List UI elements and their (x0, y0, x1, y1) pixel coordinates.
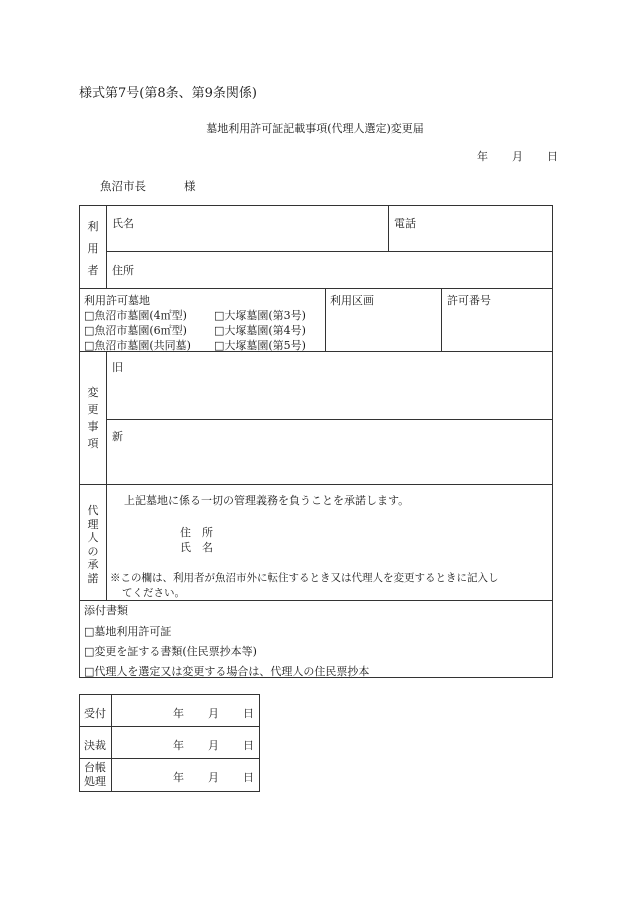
reception-label: 受付 (84, 707, 106, 720)
agent-consent-label (86, 504, 100, 585)
form-number: 様式第7号(第8条、第9条関係) (79, 86, 257, 101)
attachments-title: 添付書類 (84, 604, 128, 617)
name-label: 氏名 (112, 217, 134, 230)
permit-number-label: 許可番号 (447, 294, 491, 307)
office-use-table (79, 694, 260, 792)
label-char: 事 (87, 420, 99, 433)
column-divider (325, 288, 326, 351)
column-divider (106, 351, 107, 600)
addressee-honorific: 様 (184, 179, 196, 193)
label-char: 項 (87, 437, 99, 450)
plot-section-label: 利用区画 (330, 294, 374, 307)
date-month: 月 (512, 150, 523, 163)
old-value-label: 旧 (112, 361, 123, 374)
approval-label: 決裁 (84, 739, 106, 752)
change-section-label (86, 384, 100, 452)
ledger-label-line2: 処理 (84, 775, 106, 788)
label-char: 諾 (87, 571, 99, 585)
submission-date (477, 148, 558, 164)
row-divider (106, 251, 552, 252)
option-otsuka-4[interactable]: □大塚墓園(第4号) (214, 324, 306, 337)
option-uonuma-6sqm[interactable]: □魚沼市墓園(6㎡型) (84, 324, 187, 337)
label-char: 更 (87, 403, 99, 416)
label-char: 代 (87, 504, 99, 517)
attachment-agent-certificate[interactable]: □代理人を選定又は変更する場合は、代理人の住民票抄本 (84, 665, 370, 678)
addressee (100, 178, 196, 194)
addressee-name: 魚沼市長 (100, 179, 146, 193)
label-char: 承 (87, 558, 99, 571)
label-char: 利 (87, 220, 99, 233)
ledger-month: 月 (208, 771, 219, 784)
ledger-label (84, 761, 106, 789)
row-divider (106, 419, 552, 420)
row-divider (80, 484, 552, 485)
row-divider (80, 726, 259, 727)
label-char: 者 (87, 264, 99, 277)
user-section-label (86, 216, 100, 282)
date-year: 年 (477, 150, 488, 163)
attachment-proof-document[interactable]: □変更を証する書類(住民票抄本等) (84, 645, 257, 658)
ledger-label-line1: 台帳 (84, 761, 106, 774)
reception-year: 年 (173, 707, 184, 720)
agent-note-line2: てください。 (122, 587, 185, 599)
option-uonuma-shared[interactable]: □魚沼市墓園(共同墓) (84, 339, 191, 352)
reception-day: 日 (243, 707, 254, 720)
new-value-label: 新 (112, 430, 123, 443)
attachment-permit[interactable]: □墓地利用許可証 (84, 625, 172, 638)
agent-note-line1: ※この欄は、利用者が魚沼市外に転住するとき又は代理人を変更するときに記入し (110, 572, 499, 584)
column-divider (441, 288, 442, 351)
option-otsuka-5[interactable]: □大塚墓園(第5号) (214, 339, 306, 352)
address-label: 住所 (112, 264, 134, 277)
option-otsuka-3[interactable]: □大塚墓園(第3号) (214, 309, 306, 322)
row-divider (80, 600, 552, 601)
document-title: 墓地利用許可証記載事項(代理人選定)変更届 (206, 122, 424, 135)
option-uonuma-4sqm[interactable]: □魚沼市墓園(4㎡型) (84, 309, 187, 322)
form-table (79, 205, 553, 678)
label-char: 人 (87, 531, 99, 544)
permitted-cemetery-label: 利用許可墓地 (84, 294, 150, 307)
column-divider (111, 695, 112, 791)
approval-year: 年 (173, 739, 184, 752)
ledger-year: 年 (173, 771, 184, 784)
row-divider (80, 758, 259, 759)
approval-day: 日 (243, 739, 254, 752)
label-char: 変 (87, 386, 99, 399)
label-char: の (87, 544, 99, 558)
consent-statement: 上記墓地に係る一切の管理義務を負うことを承諾します。 (124, 494, 410, 507)
phone-label: 電話 (394, 217, 416, 230)
label-char: 用 (87, 242, 99, 255)
ledger-day: 日 (243, 771, 254, 784)
reception-month: 月 (208, 707, 219, 720)
column-divider (388, 206, 389, 251)
row-divider (80, 288, 552, 289)
column-divider (106, 206, 107, 288)
label-char: 理 (87, 517, 99, 531)
agent-address-label: 住 所 (180, 526, 213, 539)
approval-month: 月 (208, 739, 219, 752)
agent-name-label: 氏 名 (180, 541, 213, 554)
date-day: 日 (547, 150, 558, 163)
